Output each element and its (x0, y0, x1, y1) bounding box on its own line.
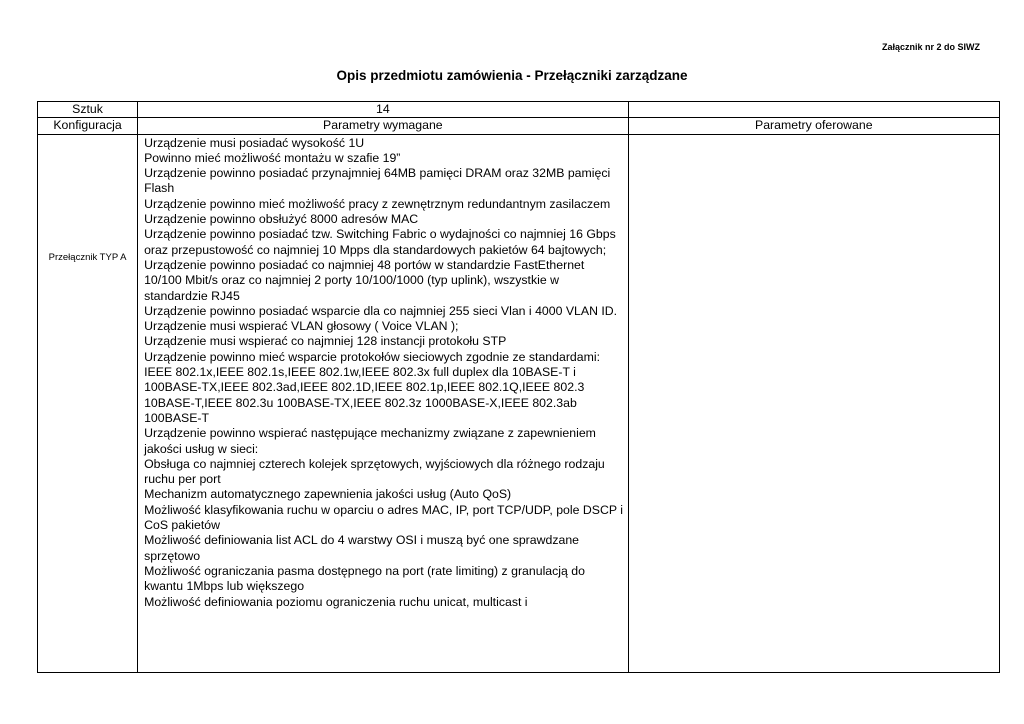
requirement-item: Urządzenie powinno mieć możliwość pracy z zewnętrznym redundantnym zasilaczem (144, 196, 611, 211)
requirement-item: Urządzenie musi wspierać VLAN głosowy ( Voice VLAN ); (144, 319, 459, 334)
requirement-item: Mechanizm automatycznego zapewnienia jakości usług (Auto QoS) (144, 487, 512, 502)
requirements-cell (138, 134, 629, 672)
quantity-empty-cell (628, 102, 999, 118)
requirement-item: Powinno mieć możliwość montażu w szafie 19” (144, 150, 401, 165)
column-header-offered: Parametry oferowane (628, 118, 999, 134)
quantity-row (38, 102, 1000, 118)
requirement-item: Urządzenie powinno posiadać przynajmniej 64MB pamięci DRAM oraz 32MB pamięci Flash (144, 166, 611, 196)
requirement-item: Możliwość ograniczania pasma dostępnego na port (rate limiting) z granulacją do kwantu 1Mbps lub większego (144, 563, 585, 594)
requirement-item: Urządzenie powinno posiadać tzw. Switching Fabric o wydajności co najmniej 16 Gbps oraz przepustowość co najmniej 10 Mpps dla standardowych pakietów 64 bajtowych; (144, 227, 616, 257)
requirement-item: Urządzenie powinno posiadać co najmniej 48 portów w standardzie FastEthernet 10/100 Mbit/s oraz co najmniej 2 porty 10/100/1000 (typ uplink), wszystkie w standardzie RJ45 (144, 257, 585, 303)
requirement-item: Urządzenie powinno obsłużyć 8000 adresów MAC (144, 212, 419, 227)
quantity-value: 14 (138, 102, 629, 118)
offered-cell[interactable] (628, 134, 999, 672)
requirement-item: Urządzenie musi wspierać co najmniej 128 instancji protokołu STP (144, 334, 507, 349)
requirement-item: Możliwość definiowania list ACL do 4 warstwy OSI i muszą być one sprawdzane sprzętowo (144, 533, 579, 563)
config-cell: Przełącznik TYP A (38, 134, 138, 672)
requirement-item: Urządzenie powinno posiadać wsparcie dla co najmniej 255 sieci Vlan i 4000 VLAN ID. (144, 303, 618, 318)
requirement-item: Urządzenie powinno wspierać następujące mechanizmy związane z zapewnieniem jakości usług w sieci: (144, 426, 596, 456)
quantity-label: Sztuk (38, 102, 138, 118)
column-header-row (38, 118, 1000, 134)
document-title: Opis przedmiotu zamówienia - Przełączniki zarządzane (336, 68, 688, 83)
requirement-item: Urządzenie musi posiadać wysokość 1U (144, 135, 365, 150)
specification-table (37, 101, 1000, 673)
requirement-item: Możliwość klasyfikowania ruchu w oparciu o adres MAC, IP, port TCP/UDP, pole DSCP i CoS pakietów (144, 502, 623, 533)
requirement-item: Urządzenie powinno mieć wsparcie protokołów sieciowych zgodnie ze standardami: (144, 349, 600, 364)
column-header-required: Parametry wymagane (138, 118, 629, 134)
column-header-config: Konfiguracja (38, 118, 138, 134)
attachment-label: Załącznik nr 2 do SIWZ (881, 42, 980, 52)
table-row (38, 134, 1000, 672)
requirement-item: Obsługa co najmniej czterech kolejek sprzętowych, wyjściowych dla różnego rodzaju ruchu per port (144, 456, 605, 487)
requirement-item: Możliwość definiowania poziomu ograniczenia ruchu unicat, multicast i (144, 594, 528, 609)
requirement-item: IEEE 802.1x,IEEE 802.1s,IEEE 802.1w,IEEE 802.3x full duplex dla 10BASE-T i 100BASE-TX,IEEE 802.3ad,IEEE 802.1D,IEEE 802.1p,IEEE 802.1Q,IEEE 802.3 10BASE-T,IEEE 802.3u 100BASE-TX,IEEE 802.3z 1000BASE-X,IEEE 802.3ab 100BASE-T (144, 365, 585, 425)
